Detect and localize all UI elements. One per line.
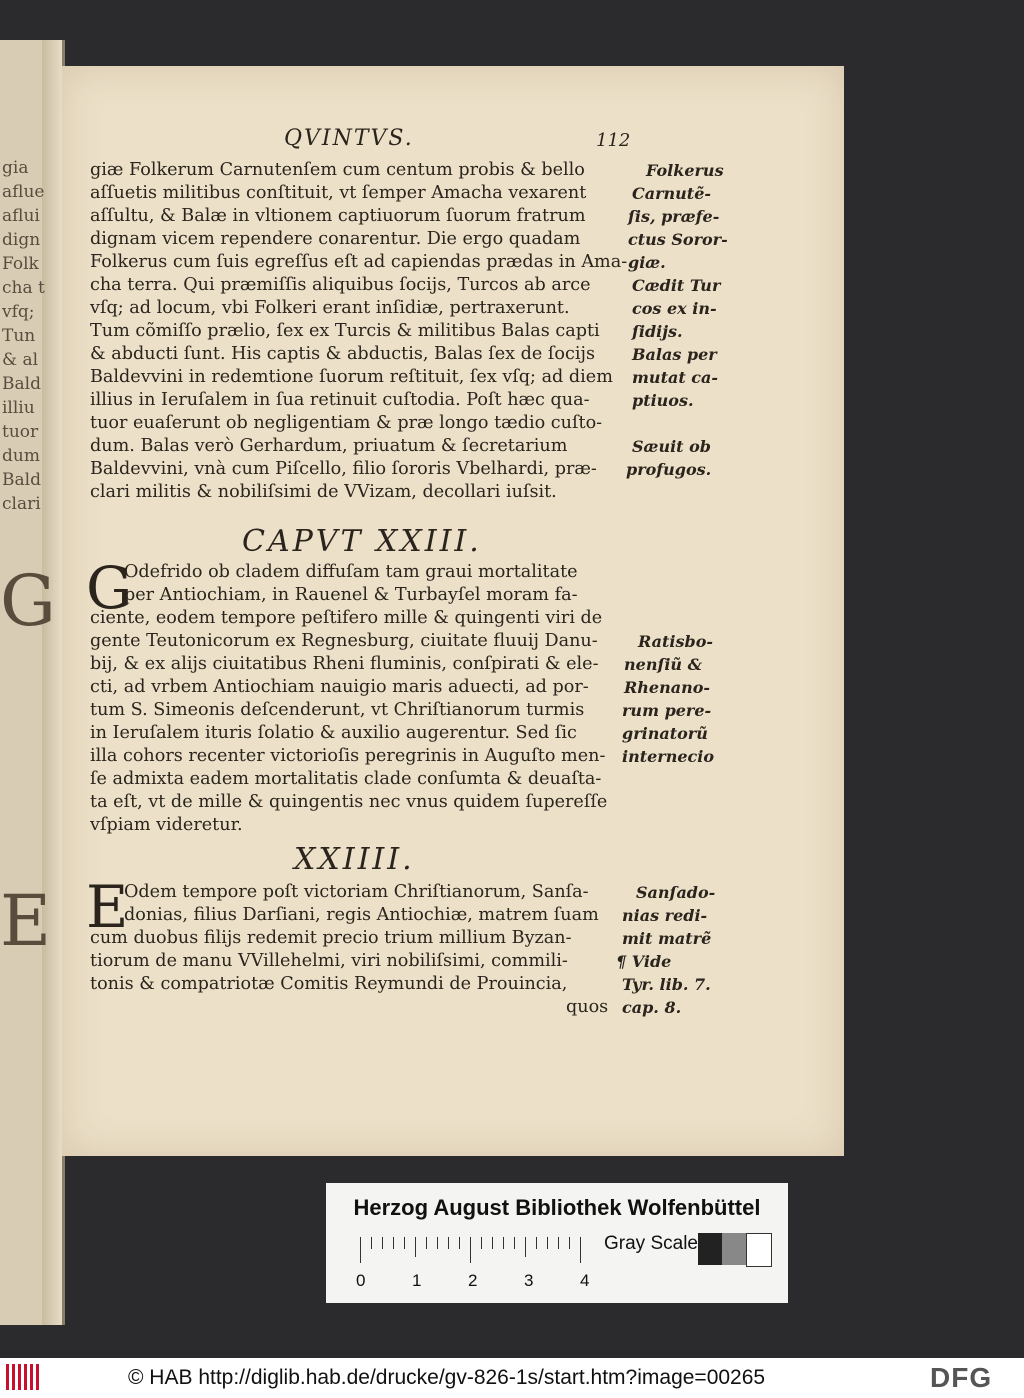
- facing-text: Bald: [2, 470, 41, 490]
- scale-number: 1: [412, 1271, 422, 1290]
- facing-text: vfq;: [2, 302, 35, 322]
- margin-note: rum pere-: [622, 701, 712, 720]
- facing-text: illiu: [2, 398, 35, 418]
- scale-number: 4: [580, 1271, 590, 1290]
- facing-text: aflue: [2, 182, 45, 202]
- margin-note: Carnutẽ-: [632, 184, 712, 203]
- library-name: Herzog August Bibliothek Wolfenbüttel: [353, 1195, 761, 1220]
- text-line: aſſuetis militibus conſtituit, vt ſemper Amacha vexarent: [90, 183, 587, 203]
- book-page: [62, 66, 844, 1156]
- margin-note: Folkerus: [646, 161, 724, 180]
- gray-swatch: [698, 1233, 722, 1265]
- text-line: donias, filius Darſiani, regis Antiochiæ, matrem ſuam: [124, 905, 599, 925]
- text-line: dignam vicem rependere conarentur. Die ergo quadam: [90, 229, 581, 249]
- margin-note: cap. 8.: [622, 998, 682, 1017]
- margin-note: Balas per: [632, 345, 717, 364]
- text-line: cum duobus filijs redemit precio trium millium Byzan-: [90, 928, 572, 948]
- copyright-url[interactable]: © HAB http://diglib.hab.de/drucke/gv-826-1s/start.htm?image=00265: [128, 1366, 766, 1389]
- text-line: per Antiochiam, in Rauenel & Turbayſel moram fa-: [124, 585, 578, 605]
- facing-initial: G: [0, 560, 56, 642]
- margin-note: Sæuit ob: [632, 437, 711, 456]
- facing-text: cha t: [2, 278, 45, 298]
- facing-text: aflui: [2, 206, 40, 226]
- gray-swatch: [746, 1233, 772, 1267]
- chapter-heading: XXIIII.: [294, 842, 415, 877]
- text-line: ta eſt, vt de mille & quingentis nec vnus quidem ſupereſſe: [90, 792, 608, 812]
- text-line: aſſultu, & Balæ in vltionem captiuorum ſuorum fratrum: [90, 206, 586, 226]
- margin-note: grinatorũ: [622, 724, 708, 743]
- facing-text: clari: [2, 494, 41, 514]
- text-line: vſq; ad locum, vbi Folkeri erant inſidiæ, pertraxerunt.: [90, 298, 570, 318]
- library-scale-label: [326, 1183, 788, 1303]
- margin-note: cos ex in-: [632, 299, 717, 318]
- hab-logo-icon: [6, 1364, 42, 1390]
- text-line: illa cohors recenter victorioſis peregrinis in Auguſto men-: [90, 746, 606, 766]
- text-line: Folkerus cum ſuis egreſſus eſt ad capiendas prædas in Ama-: [90, 252, 628, 272]
- gray-scale-label: Gray Scale: [604, 1233, 698, 1254]
- gray-swatch: [722, 1233, 746, 1265]
- margin-note: Ratisbo-: [638, 632, 714, 651]
- footer-bar: [0, 1358, 1024, 1398]
- margin-note: internecio: [622, 747, 715, 766]
- facing-text: Folk: [2, 254, 39, 274]
- margin-note: ſidijs.: [632, 322, 683, 341]
- drop-cap: G: [86, 554, 133, 622]
- margin-note: profugos.: [626, 460, 712, 479]
- facing-text: tuor: [2, 422, 39, 442]
- margin-note: mutat ca-: [632, 368, 719, 387]
- text-line: illius in Ieruſalem in ſua retinuit cuſtodia. Poſt hæc qua-: [90, 390, 590, 410]
- text-line: Tum cõmiſſo prælio, ſex ex Turcis & militibus Balas capti: [90, 321, 600, 341]
- text-line: Baldevvini, vnà cum Piſcello, filio ſororis Vbelhardi, præ-: [90, 459, 597, 479]
- text-line: ciente, eodem tempore peſtifero mille & quingenti viri de: [90, 608, 603, 628]
- facing-text: gia: [2, 158, 29, 178]
- scale-ruler: [360, 1237, 618, 1263]
- drop-cap: E: [86, 873, 129, 941]
- text-line: cti, ad vrbem Antiochiam nauigio maris aduecti, ad por-: [90, 677, 589, 697]
- scale-number: 3: [524, 1271, 534, 1290]
- running-head: QVINTVS.: [284, 126, 414, 151]
- text-line: tum S. Simeonis deſcenderunt, vt Chriſtianorum turmis: [90, 700, 585, 720]
- scale-number: 2: [468, 1271, 478, 1290]
- text-line: & abducti ſunt. His captis & abductis, Balas ſex de ſocijs: [90, 344, 595, 364]
- text-line: cha terra. Qui præmiſſis aliquibus ſocijs, Turcos ab arce: [90, 275, 591, 295]
- margin-note: Rhenano-: [624, 678, 711, 697]
- text-line: vſpiam videretur.: [90, 815, 243, 835]
- text-line: in Ieruſalem ituris ſolatio & auxilio augerentur. Sed ſic: [90, 723, 577, 743]
- margin-note: giæ.: [628, 253, 666, 272]
- text-line: tonis & compatriotæ Comitis Reymundi de Prouincia,: [90, 974, 568, 994]
- text-line: tiorum de manu VVillehelmi, viri nobiliſsimi, commili-: [90, 951, 568, 971]
- margin-note: mit matrẽ: [622, 929, 712, 948]
- margin-note: ctus Soror-: [628, 230, 728, 249]
- facing-text: & al: [2, 350, 39, 370]
- dfg-logo: DFG: [930, 1362, 993, 1393]
- text-line: clari militis & nobiliſsimi de VVizam, decollari iuſsit.: [90, 482, 557, 502]
- facing-text: dign: [2, 230, 41, 250]
- text-line: Odem tempore poſt victoriam Chriſtianorum, Sanſa-: [124, 882, 589, 902]
- text-line: giæ Folkerum Carnutenſem cum centum probis & bello: [90, 160, 585, 180]
- facing-text: Bald: [2, 374, 41, 394]
- text-line: gente Teutonicorum ex Regnesburg, ciuitate fluuij Danu-: [90, 631, 598, 651]
- text-line: bij, & ex alijs ciuitatibus Rheni fluminis, conſpirati & ele-: [90, 654, 599, 674]
- chapter-heading: CAPVT XXIII.: [242, 524, 482, 559]
- text-line: ſe admixta eadem mortalitatis clade conſumta & deuaſta-: [90, 769, 602, 789]
- margin-note: Tyr. lib. 7.: [622, 975, 711, 994]
- text-line: Baldevvini in redemtione ſuorum reſtituit, ſex vſq; ad diem: [90, 367, 613, 387]
- facing-page: [0, 40, 65, 1325]
- text-line: Odefrido ob cladem diffuſam tam graui mortalitate: [124, 562, 578, 582]
- catchword: quos: [566, 997, 609, 1017]
- facing-text: dum: [2, 446, 40, 466]
- text-line: tuor euaſerunt ob negligentiam & præ longo tædio cuſto-: [90, 413, 603, 433]
- margin-note: ¶ Vide: [616, 952, 672, 971]
- text-line: dum. Balas verò Gerhardum, priuatum & ſecretarium: [90, 436, 568, 456]
- margin-note: nenſiũ &: [624, 655, 703, 674]
- scale-number: 0: [356, 1271, 366, 1290]
- margin-note: Sanſado-: [636, 883, 716, 902]
- margin-note: nias redi-: [622, 906, 708, 925]
- page-number: 112: [596, 130, 631, 151]
- page-edge: [42, 40, 62, 1325]
- margin-note: ptiuos.: [632, 391, 694, 410]
- facing-text: Tun: [2, 326, 36, 346]
- margin-note: ſis, præfe-: [628, 207, 720, 226]
- facing-initial: E: [0, 880, 52, 962]
- margin-note: Cædit Tur: [632, 276, 721, 295]
